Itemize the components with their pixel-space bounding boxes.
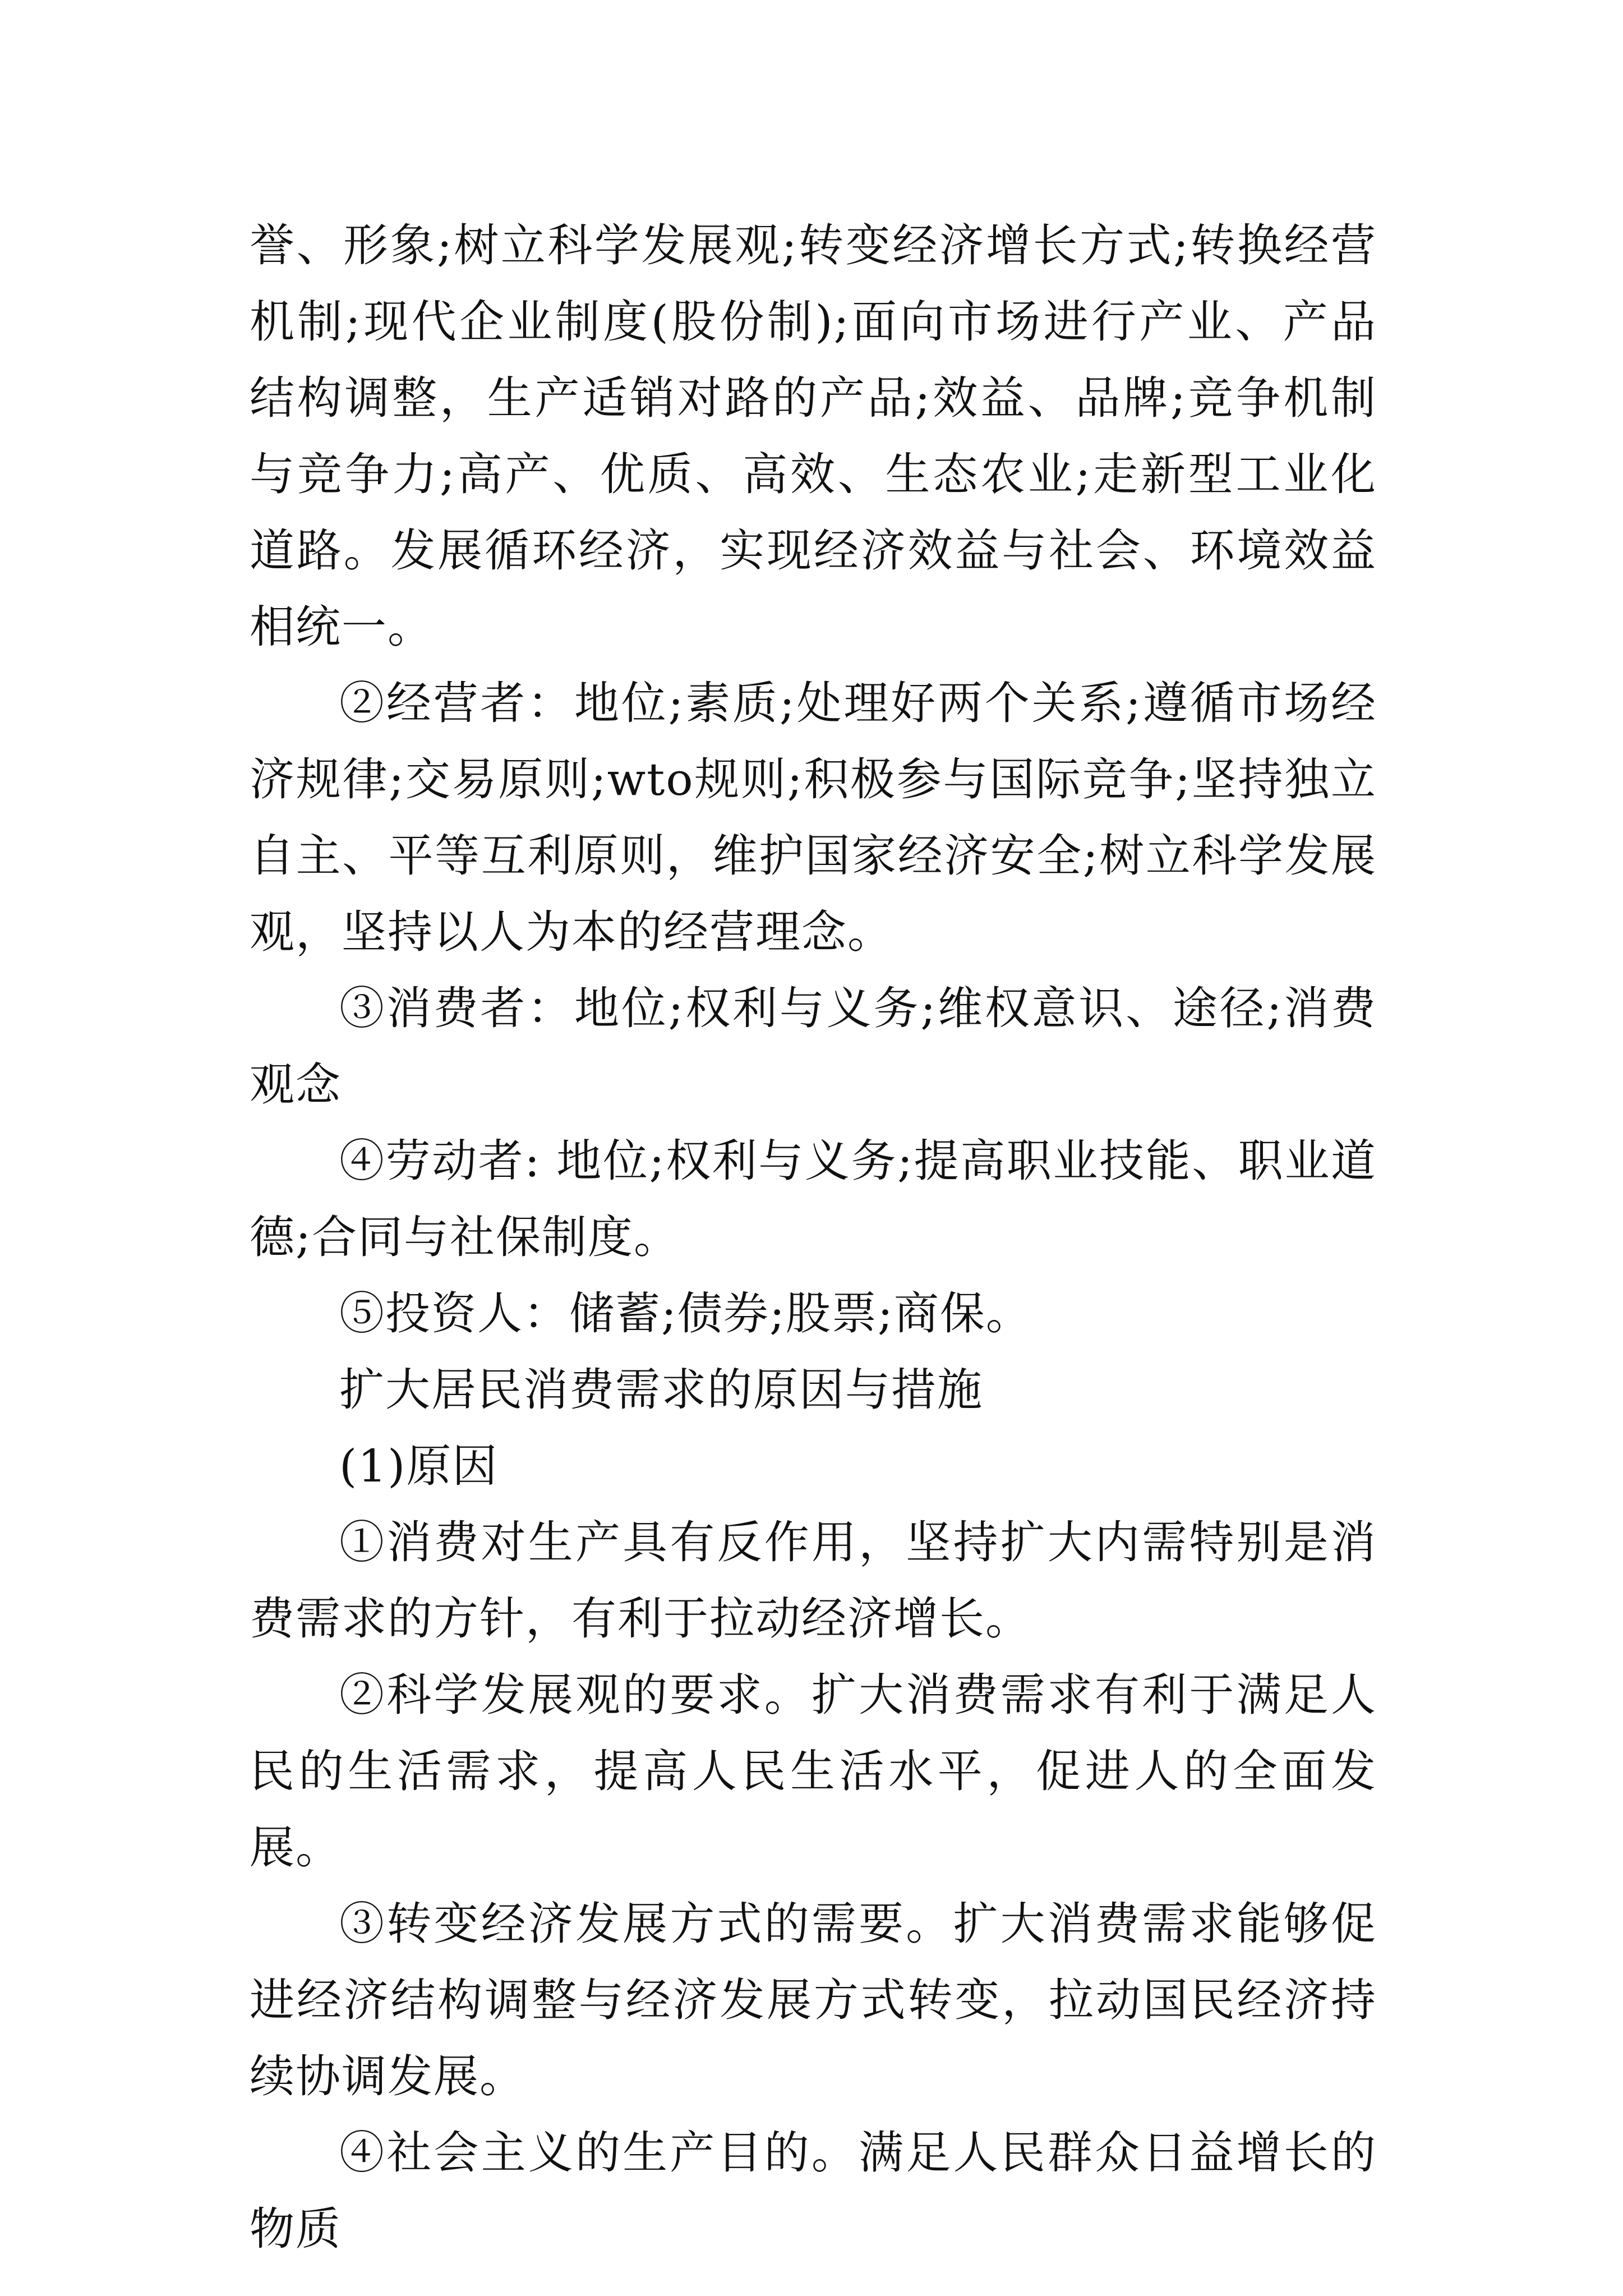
section-heading: 扩大居民消费需求的原因与措施: [339, 1364, 983, 1416]
subsection-heading: (1)原因: [339, 1440, 499, 1492]
paragraph-reason-3: ③转变经济发展方式的需要。扩大消费需求能够促进经济结构调整与经济发展方式转变，拉动国民经济持续协调发展。: [250, 1898, 1377, 2102]
paragraph-laborer: ④劳动者: 地位;权利与义务;提高职业技能、职业道德;合同与社保制度。: [250, 1135, 1377, 1263]
paragraph-reason-1: ①消费对生产具有反作用，坚持扩大内需特别是消费需求的方针，有利于拉动经济增长。: [250, 1516, 1377, 1645]
paragraph-investor: ⑤投资人：储蓄;债券;股票;商保。: [339, 1287, 1032, 1340]
paragraph-reason-2: ②科学发展观的要求。扩大消费需求有利于满足人民的生活需求，提高人民生活水平，促进人的全面发展。: [250, 1669, 1377, 1874]
paragraph-continuation: 誉、形象;树立科学发展观;转变经济增长方式;转换经营机制;现代企业制度(股份制);面向市场进行产业、产品结构调整，生产适销对路的产品;效益、品牌;竞争机制与竞争力;高产、优质、高效、生态农业;走新型工业化道路。发展循环经济，实现经济效益与社会、环境效益相统一。: [250, 219, 1377, 653]
paragraph-consumer: ③消费者：地位;权利与义务;维权意识、途径;消费观念: [250, 982, 1377, 1111]
paragraph-operator: ②经营者：地位;素质;处理好两个关系;遵循市场经济规律;交易原则;wto规则;积极参与国际竞争;坚持独立自主、平等互利原则，维护国家经济安全;树立科学发展观，坚持以人为本的经营理念。: [250, 677, 1377, 958]
paragraph-reason-4: ④社会主义的生产目的。满足人民群众日益增长的物质: [250, 2127, 1377, 2255]
document-body: [250, 208, 1377, 2267]
